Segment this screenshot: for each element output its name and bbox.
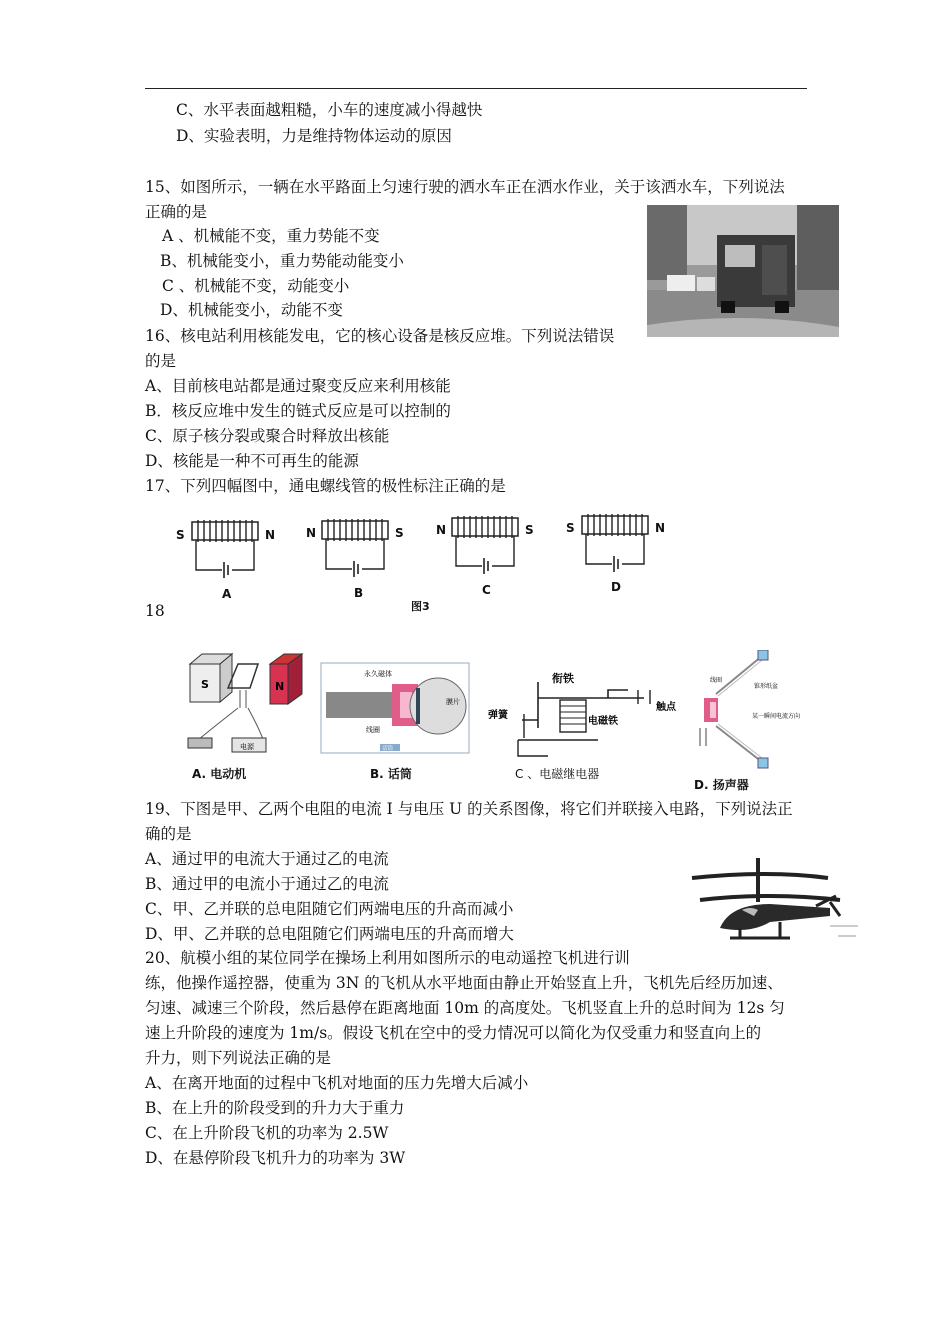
speaker-coil-text: 线圈 bbox=[710, 677, 723, 684]
q16-option-b: B．核反应堆中发生的链式反应是可以控制的 bbox=[145, 402, 451, 420]
mic-coil-text: 线圈 bbox=[366, 726, 380, 734]
solenoid-d-left-pole: S bbox=[566, 521, 575, 535]
q16-option-a: A、目前核电站都是通过聚变反应来利用核能 bbox=[145, 377, 451, 395]
q14-option-d: D、实验表明，力是维持物体运动的原因 bbox=[176, 127, 452, 145]
figure-relay-label: C 、电磁继电器 bbox=[515, 767, 600, 781]
q19-option-a: A、通过甲的电流大于通过乙的电流 bbox=[145, 850, 389, 868]
relay-magnet-text: 电磁铁 bbox=[588, 716, 618, 727]
mic-film-text: 膜片 bbox=[446, 698, 460, 706]
solenoid-c-right-pole: S bbox=[525, 523, 534, 537]
q16-stem-line2: 的是 bbox=[145, 352, 177, 370]
q15-stem-line1: 15、如图所示，一辆在水平路面上匀速行驶的洒水车正在洒水作业，关于该洒水车，下列说法 bbox=[145, 178, 785, 196]
q16-option-c: C、原子核分裂或聚合时释放出核能 bbox=[145, 427, 390, 445]
header-rule bbox=[145, 88, 807, 89]
solenoid-a-label: A bbox=[222, 587, 232, 601]
speaker-diagram bbox=[690, 650, 800, 774]
q19-stem-line2: 确的是 bbox=[145, 825, 192, 843]
q15-option-b: B、机械能变小，重力势能动能变小 bbox=[160, 252, 404, 270]
speaker-cone-text: 锥形纸盆 bbox=[754, 683, 779, 690]
solenoid-d-diagram bbox=[578, 512, 654, 574]
q19-option-b: B、通过甲的电流小于通过乙的电流 bbox=[145, 875, 389, 893]
motor-s-pole-text: S bbox=[201, 678, 209, 691]
q15-option-c: C 、机械能不变，动能变小 bbox=[162, 277, 350, 295]
motor-n-pole-text: N bbox=[275, 680, 285, 693]
solenoid-a-diagram bbox=[188, 518, 264, 580]
q15-option-a: A 、机械能不变，重力势能不变 bbox=[162, 227, 380, 245]
q15-option-d: D、机械能变小，动能不变 bbox=[160, 301, 343, 319]
figure-microphone-label: B. 话筒 bbox=[370, 767, 412, 781]
solenoid-c-diagram bbox=[448, 514, 524, 576]
figure-motor-label: A. 电动机 bbox=[192, 767, 247, 781]
solenoid-b-left-pole: N bbox=[306, 526, 317, 540]
q14-option-c: C、水平表面越粗糙，小车的速度减小得越快 bbox=[176, 101, 483, 119]
motor-diagram bbox=[180, 650, 310, 762]
q20-stem-line2: 练，他操作遥控器，使重为 3N 的飞机从水平地面由静止开始竖直上升，飞机先后经历加速、 bbox=[145, 974, 783, 992]
relay-armature-text: 衔铁 bbox=[552, 672, 574, 685]
speaker-current-text: 某一瞬间电流方向 bbox=[752, 713, 800, 720]
q16-option-d: D、核能是一种不可再生的能源 bbox=[145, 452, 359, 470]
solenoid-c-label: C bbox=[482, 583, 491, 597]
q17-stem: 17、下列四幅图中，通电螺线管的极性标注正确的是 bbox=[145, 477, 506, 495]
q15-stem-line2: 正确的是 bbox=[145, 203, 208, 221]
water-truck-photo bbox=[647, 205, 839, 337]
q20-option-b: B、在上升的阶段受到的升力大于重力 bbox=[145, 1099, 405, 1117]
solenoid-d-right-pole: N bbox=[655, 521, 666, 535]
microphone-diagram bbox=[320, 662, 470, 754]
relay-contact-text: 触点 bbox=[656, 702, 676, 713]
q16-stem-line1: 16、核电站利用核能发电，它的核心设备是核反应堆。下列说法错误 bbox=[145, 327, 615, 345]
motor-power-text: 电源 bbox=[240, 743, 254, 751]
q20-option-a: A、在离开地面的过程中飞机对地面的压力先增大后减小 bbox=[145, 1074, 529, 1092]
solenoid-a-right-pole: N bbox=[265, 528, 276, 542]
solenoid-b-diagram bbox=[318, 517, 394, 579]
solenoid-b-right-pole: S bbox=[395, 526, 404, 540]
rc-helicopter-photo bbox=[690, 856, 860, 952]
solenoid-b-label: B bbox=[354, 586, 364, 600]
mic-magnet-text: 永久磁体 bbox=[364, 670, 392, 678]
q20-stem-line5: 升力，则下列说法正确的是 bbox=[145, 1049, 332, 1067]
solenoid-d-label: D bbox=[611, 580, 621, 594]
mic-note-text: 话筒 bbox=[382, 746, 394, 752]
q19-stem-line1: 19、下图是甲、乙两个电阻的电流 I 与电压 U 的关系图像，将它们并联接入电路，下列说法正 bbox=[145, 800, 793, 818]
figure-3-caption: 图3 bbox=[411, 600, 430, 613]
relay-spring-text: 弹簧 bbox=[488, 710, 508, 721]
solenoid-c-left-pole: N bbox=[436, 523, 447, 537]
q19-option-c: C、甲、乙并联的总电阻随它们两端电压的升高而减小 bbox=[145, 900, 514, 918]
q18-number: 18 bbox=[145, 602, 165, 617]
q19-option-d: D、甲、乙并联的总电阻随它们两端电压的升高而增大 bbox=[145, 925, 514, 943]
q20-option-d: D、在悬停阶段飞机升力的功率为 3W bbox=[145, 1149, 406, 1167]
q20-stem-line1: 20、航模小组的某位同学在操场上利用如图所示的电动遥控飞机进行训 bbox=[145, 949, 630, 967]
figure-speaker-label: D. 扬声器 bbox=[694, 778, 749, 792]
relay-diagram bbox=[488, 668, 678, 762]
q20-option-c: C、在上升阶段飞机的功率为 2.5W bbox=[145, 1124, 389, 1142]
q20-stem-line3: 匀速、减速三个阶段，然后悬停在距离地面 10m 的高度处。飞机竖直上升的总时间为 12s 匀 bbox=[145, 999, 785, 1017]
q20-stem-line4: 速上升阶段的速度为 1m/s。假设飞机在空中的受力情况可以简化为仅受重力和竖直向上的 bbox=[145, 1024, 762, 1042]
solenoid-a-left-pole: S bbox=[176, 528, 185, 542]
